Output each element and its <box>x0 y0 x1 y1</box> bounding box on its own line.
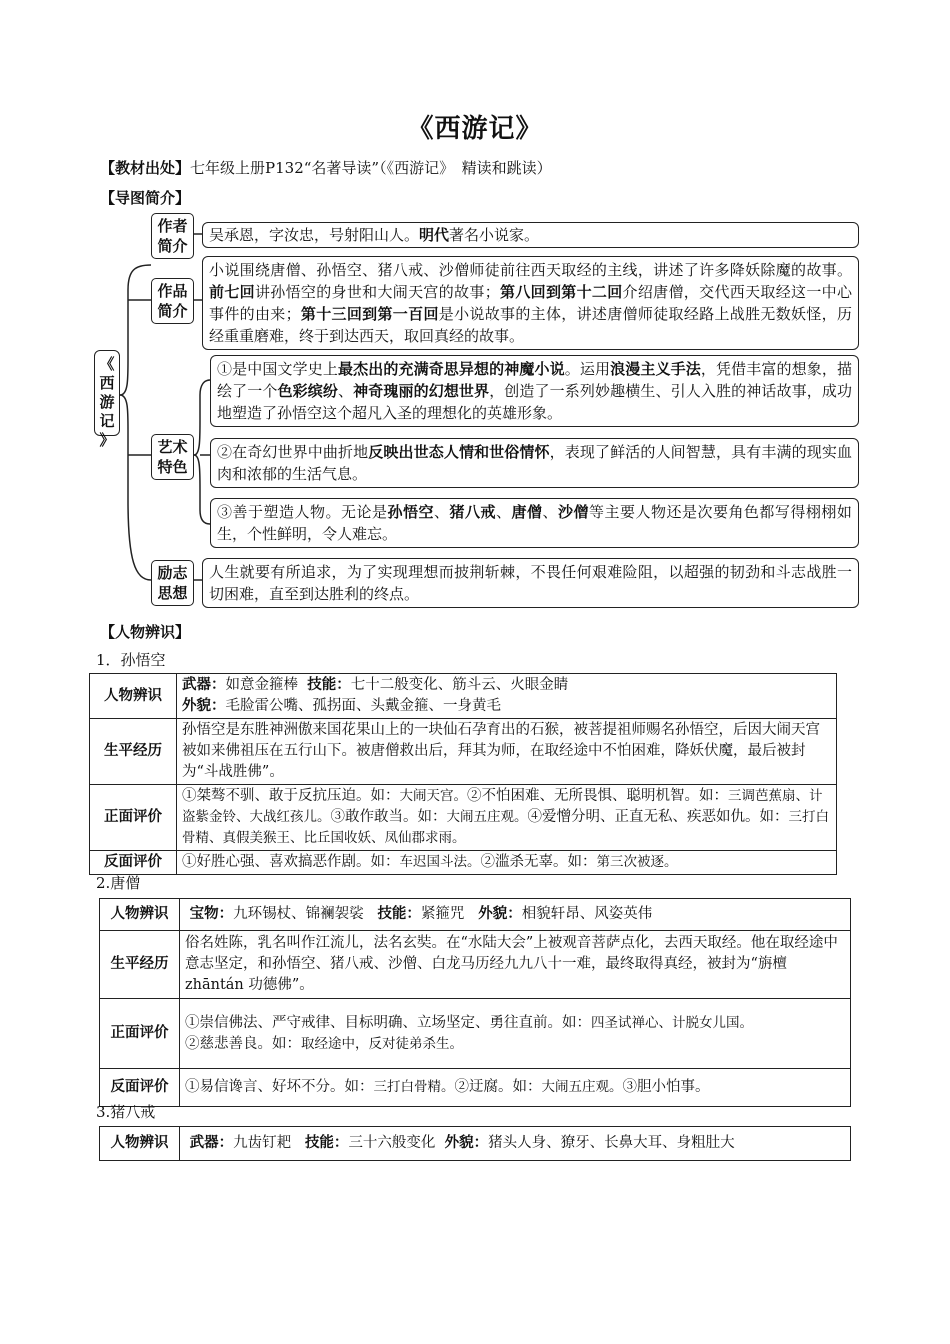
connector-author <box>120 265 151 395</box>
key: 技能： <box>304 1135 349 1151</box>
inspire-label <box>151 560 194 606</box>
example: 第三次被逐。 <box>596 854 678 870</box>
tang-table <box>99 898 851 1107</box>
inspire-box: 人生就要有所追求，为了实现理想而披荆斩棘，不畏任何艰难险阻，以超强的韧劲和斗志战胜一切困难，直至到达胜利的终点。 <box>202 558 859 608</box>
eval: ②不怕困难、无所畏惧、聪明机智。如： <box>467 788 728 804</box>
tang-positive-cell <box>180 999 851 1069</box>
value: 九齿钉耙 <box>233 1135 292 1151</box>
art-key: 神奇瑰丽的幻想世界 <box>353 382 490 400</box>
eval: ②慈悲善良。如： <box>185 1035 301 1052</box>
example: 取经途中，反对徒弟杀生。 <box>301 1035 463 1052</box>
art-text: ，凭借丰富的想象，描绘了一个 <box>217 360 852 400</box>
author-text: 著名小说家。 <box>449 226 540 244</box>
art-key: 浪漫主义手法 <box>610 360 701 378</box>
table-row <box>100 931 851 999</box>
value: 如意金箍棒 <box>225 677 298 693</box>
eval: ①易信谗言、好坏不分。如： <box>185 1079 374 1095</box>
root-char: 记 <box>99 412 115 430</box>
label-line: 简介 <box>157 237 188 255</box>
label-line: 励志 <box>157 564 188 582</box>
source-text: 七年级上册P132“名著导读”（《西游记》 精读和跳读） <box>190 159 552 177</box>
row-header: 人物辨识 <box>100 1127 180 1161</box>
art-item-1 <box>210 355 859 427</box>
work-text: 是小说故事的主体，讲述唐僧师徒取经路上战胜无数妖怪，历经重重磨难，终于到达西天，取回真经的故事。 <box>209 305 852 345</box>
tang-name: 2.唐僧 <box>96 874 141 892</box>
art-text: 。运用 <box>564 360 611 378</box>
table-row <box>90 851 837 875</box>
work-key: 第八回到第十二回 <box>499 283 623 301</box>
art-key: 反映出世态人情和世俗情怀 <box>368 443 550 461</box>
art-text: ③善于塑造人物。无论是 <box>217 503 388 521</box>
root-char: 《 <box>99 355 115 373</box>
tang-life-cell: 俗名姓陈，乳名叫作江流儿，法名玄奘。在“水陆大会”上被观音菩萨点化，去西天取经。他在取经途中意志坚定，和孙悟空、猪八戒、沙僧、白龙马历经九九八十一难，最终取得真经，被封为“旃檀 zhāntán 功德佛”。 <box>180 931 851 999</box>
table-row <box>90 719 837 785</box>
value: 七十二般变化、筋斗云、火眼金睛 <box>350 677 569 693</box>
root-char: 西 <box>99 374 115 392</box>
label-line: 特色 <box>157 458 188 476</box>
row-header: 反面评价 <box>100 1069 180 1107</box>
sun-name: 1．孙悟空 <box>96 651 166 669</box>
value: 相貌轩昂、风姿英伟 <box>521 906 653 922</box>
connector-inspire <box>120 395 151 580</box>
label-line: 作者 <box>157 217 188 235</box>
work-label <box>151 278 194 324</box>
work-text: 讲孙悟空的身世和大闹天宫的故事； <box>254 283 500 301</box>
art-text: ①是中国文学史上 <box>217 360 338 378</box>
eval: ④爱憎分明、正直无私、疾恶如仇。如： <box>527 809 789 825</box>
work-key: 第十三回到第一百回 <box>300 305 439 323</box>
author-text: 吴承恩，字汝忠，号射阳山人。 <box>209 226 420 244</box>
art-item-3 <box>210 498 859 548</box>
eval: ①桀骜不驯、敢于反抗压迫。如： <box>182 788 400 804</box>
art-key: 色彩缤纷 <box>277 382 338 400</box>
table-row <box>90 785 837 851</box>
characters-heading: 【人物辨识】 <box>100 623 191 641</box>
row-header: 人物辨识 <box>100 899 180 931</box>
value: 猪头人身、獠牙、长鼻大耳、身粗肚大 <box>488 1135 735 1151</box>
zhu-name: 3.猪八戒 <box>96 1103 156 1121</box>
art-text: 、 <box>495 503 512 521</box>
value: 三十六般变化 <box>348 1135 436 1151</box>
example: 三打白骨精、真假美猴王、比丘国收妖、凤仙郡求雨。 <box>182 809 829 846</box>
key: 外貌： <box>182 698 226 714</box>
zhu-identify-cell <box>180 1127 851 1161</box>
key: 技能： <box>307 677 351 693</box>
source-label: 【教材出处】 <box>100 159 191 177</box>
art-label <box>151 434 194 480</box>
work-text: 介绍唐僧，交代西天取经这一中心事件的由来； <box>209 283 852 323</box>
root-char: 》 <box>99 431 115 449</box>
art-text: ，表现了鲜活的人间智慧，具有丰满的现实血肉和浓郁的生活气息。 <box>217 443 852 483</box>
example: 大闹天宫。 <box>399 788 467 804</box>
eval: ③胆小怕事。 <box>622 1079 710 1095</box>
example: 三打白骨精。 <box>373 1079 455 1095</box>
art-key: 最杰出的充满奇思异想的神魔小说 <box>337 360 565 378</box>
value: 毛脸雷公嘴、孤拐面、头戴金箍、一身黄毛 <box>225 698 501 714</box>
key: 外貌： <box>444 1135 489 1151</box>
eval: ①崇信佛法、严守戒律、目标明确、立场坚定、勇往直前。如： <box>185 1014 591 1031</box>
art-text: ，创造了一系列妙趣横生、引人入胜的神话故事，成功地塑造了孙悟空这个超凡入圣的理想化的英雄形象。 <box>217 382 852 422</box>
row-header: 人物辨识 <box>90 674 177 719</box>
art-key: 猪八戒 <box>449 503 496 521</box>
table-row <box>90 674 837 719</box>
eval: ③敢作敢当。如： <box>330 809 447 825</box>
tang-identify-cell <box>180 899 851 931</box>
art-key: 沙僧 <box>557 503 589 521</box>
art-text: 、 <box>337 382 354 400</box>
example: 四圣试禅心、计脱女儿国。 <box>591 1014 753 1031</box>
example: 三调芭蕉扇、计盗紫金铃、大战红孩儿。 <box>182 788 823 825</box>
zhu-table <box>99 1126 851 1161</box>
art-key: 孙悟空 <box>387 503 434 521</box>
sun-positive-cell <box>177 785 837 851</box>
eval: ①好胜心强、喜欢搞恶作剧。如： <box>182 854 400 870</box>
key: 武器： <box>182 677 226 693</box>
label-line: 作品 <box>157 282 188 300</box>
tang-negative-cell <box>180 1069 851 1107</box>
work-text: 小说围绕唐僧、孙悟空、猪八戒、沙僧师徒前往西天取经的主线，讲述了许多降妖除魔的故事。 <box>209 261 852 279</box>
value: 紧箍咒 <box>420 906 465 922</box>
art-item-2 <box>210 438 859 488</box>
label-line: 艺术 <box>157 438 188 456</box>
label-line: 简介 <box>157 302 188 320</box>
row-header: 正面评价 <box>100 999 180 1069</box>
table-row <box>100 1127 851 1161</box>
key: 技能： <box>377 906 421 922</box>
root-char: 游 <box>99 393 115 411</box>
key: 武器： <box>189 1135 234 1151</box>
work-box <box>202 256 859 350</box>
value: 九环锡杖、锦襕袈裟 <box>233 906 364 922</box>
key: 宝物： <box>189 906 234 922</box>
art-text: 、 <box>542 503 558 521</box>
row-header: 正面评价 <box>90 785 177 851</box>
art-text: 等主要人物还是次要角色都写得栩栩如生，个性鲜明，令人难忘。 <box>217 503 852 543</box>
art-text: 、 <box>433 503 450 521</box>
row-header: 生平经历 <box>100 931 180 999</box>
example: 大闹五庄观。 <box>446 809 528 825</box>
eval: ②滥杀无辜。如： <box>480 854 597 870</box>
sun-table <box>89 673 837 875</box>
author-dynasty: 明代 <box>419 226 450 244</box>
sun-life-cell: 孙悟空是东胜神洲傲来国花果山上的一块仙石孕育出的石猴，被菩提祖师赐名孙悟空，后因大闹天宫被如来佛祖压在五行山下。被唐僧救出后，拜其为师，在取经途中不怕困难，降妖伏魔，最后被封为“斗战胜佛”。 <box>177 719 837 785</box>
work-key: 前七回 <box>209 283 255 301</box>
key: 外貌： <box>478 906 522 922</box>
author-label <box>151 213 194 259</box>
label-line: 思想 <box>157 584 188 602</box>
row-header: 生平经历 <box>90 719 177 785</box>
art-text: ②在奇幻世界中曲折地 <box>217 443 369 461</box>
page-title: 《西游记》 <box>407 114 543 144</box>
table-row <box>100 899 851 931</box>
row-header: 反面评价 <box>90 851 177 875</box>
mindmap-heading: 【导图简介】 <box>100 189 191 207</box>
sun-negative-cell <box>177 851 837 875</box>
art-key: 唐僧 <box>511 503 543 521</box>
author-box <box>202 222 859 248</box>
mindmap-root <box>94 350 120 449</box>
example: 车迟国斗法。 <box>399 854 481 870</box>
table-row <box>100 1069 851 1107</box>
example: 大闹五庄观。 <box>541 1079 623 1095</box>
table-row <box>100 999 851 1069</box>
sun-identify-cell <box>177 674 837 719</box>
eval: ②迂腐。如： <box>454 1079 542 1095</box>
